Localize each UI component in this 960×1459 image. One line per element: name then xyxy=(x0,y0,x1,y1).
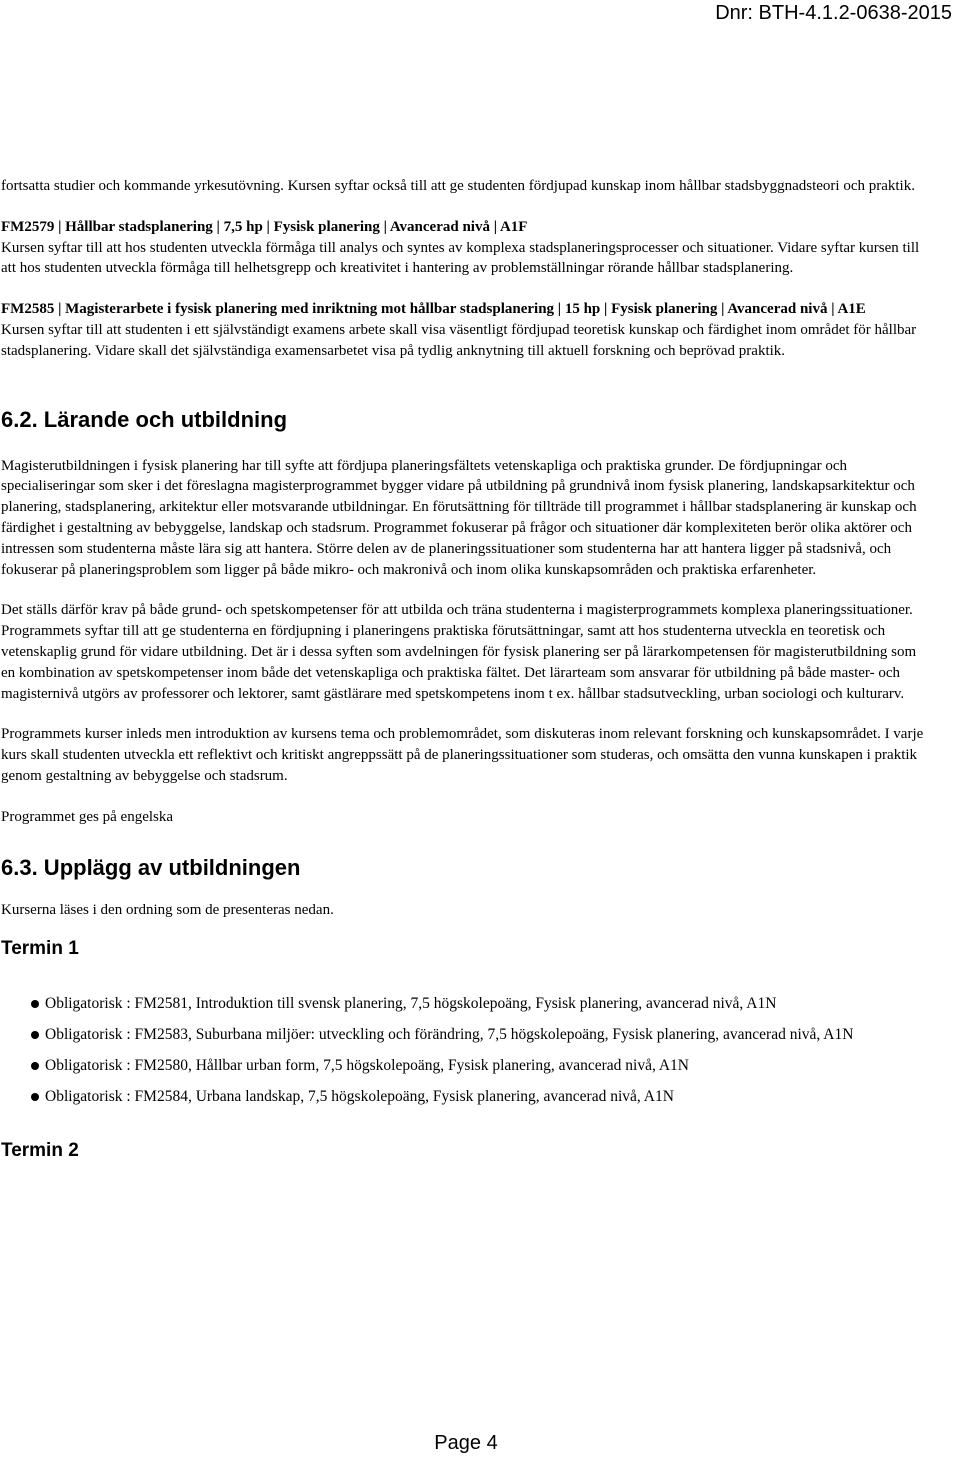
term-1-course-list xyxy=(1,988,933,1112)
term-heading-2: Termin 2 xyxy=(1,1140,79,1162)
course-heading: FM2585 | Magisterarbete i fysisk planering med inriktning mot hållbar stadsplanering | 15 hp | Fysisk planering | Avancerad nivå | A1E xyxy=(1,301,866,318)
course-entry: Obligatorisk : FM2581, Introduktion till svensk planering, 7,5 högskolepoäng, Fysisk planering, avancerad nivå, A1N xyxy=(45,995,777,1013)
section-paragraph: Programmets kurser inleds men introduktion av kursens tema och problemområdet, som diskuteras inom relevant forskning och kunskapsområdet. I varje kurs skall studenten utveckla ett reflektivt och kritiskt angreppssätt på de planeringssituationer som studeras, och omsätta den vunna kunskapen i praktik genom gestaltning av bebyggelse och stadsrum. xyxy=(1,726,924,784)
course-text: Kursen syftar till att hos studenten utveckla förmåga till analys och syntes av komplexa stadsplaneringsprocesser och situationer. Vidare syftar kursen till att hos studenten utveckla förmåga till helhetsgrepp och kreativitet i hantering av problemställningar rörande hållbar stadsplanering. xyxy=(1,239,920,277)
document-number: Dnr: BTH-4.1.2-0638-2015 xyxy=(715,2,952,24)
intro-fragment: fortsatta studier och kommande yrkesutövning. Kursen syftar också till att ge studenten fördjupad kunskap inom hållbar stadsbyggnadsteori och praktik. xyxy=(1,178,915,194)
course-description-fm2585 xyxy=(1,299,933,361)
course-description-fm2579 xyxy=(1,217,933,279)
list-item xyxy=(1,1081,933,1112)
bullet-icon xyxy=(31,1031,39,1039)
section-paragraph: Det ställs därför krav på både grund- och spetskompetenser för att utbilda och träna studenterna i magisterprogrammets komplexa planeringssituationer. Programmets syftar till att ge studenterna en fördjupning i planeringens praktiska förutsättningar, samt att hos studenterna utveckla en teoretisk och vetenskaplig grund för vidare utbildning. Det är i dessa syften som avdelningen för fysisk planering ser på lärarkompetensen för magisterutbildning som en kombination av spetskompetenser inom både det vetenskapliga och praktiska fältet. Det lärarteam som ansvarar för utbildning på både master- och magisternivå utgörs av professorer och lektorer, samt gästlärare med spetskompetens inom t ex. hållbar stadsutveckling, urban sociologi och kulturarv. xyxy=(1,602,917,702)
course-entry: Obligatorisk : FM2584, Urbana landskap, 7,5 högskolepoäng, Fysisk planering, avancerad nivå, A1N xyxy=(45,1088,674,1106)
section-heading-6-2: 6.2. Lärande och utbildning xyxy=(1,406,288,432)
section-heading-6-3: 6.3. Upplägg av utbildningen xyxy=(1,854,301,880)
section-paragraph: Programmet ges på engelska xyxy=(1,808,174,825)
page-content xyxy=(1,176,933,1164)
section-intro: Kurserna läses i den ordning som de presenteras nedan. xyxy=(1,901,334,918)
course-entry: Obligatorisk : FM2580, Hållbar urban form, 7,5 högskolepoäng, Fysisk planering, avancerad nivå, A1N xyxy=(45,1057,689,1075)
section-paragraph: Magisterutbildningen i fysisk planering har till syfte att fördjupa planeringsfältets vetenskapliga och praktiska grunder. De fördjupningar och specialiseringar som sker i det föreslagna magisterprogrammet bygger vidare på utbildning på grundnivå inom fysisk planering, landskapsarkitektur och planering, stadsplanering, arkitektur eller motsvarande utbildningar. En förutsättning för tillträde till programmet i hållbar stadsplanering är kunskap och färdighet i gestaltning av bebyggelse, landskap och stadsrum. Programmet fokuserar på frågor och situationer där komplexiteten berör olika aktörer och intressen som studenterna måste lära sig att hantera. Större delen av de planeringssituationer som studenterna har att hantera ligger på stadsnivå, och fokuserar på planeringsproblem som ligger på både mikro- och makronivå och inom olika kunskapsområden och praktiska erfarenheter. xyxy=(1,457,917,578)
list-item xyxy=(1,1050,933,1081)
term-heading-1: Termin 1 xyxy=(1,938,79,960)
bullet-icon xyxy=(31,1000,39,1008)
list-item xyxy=(1,988,933,1019)
bullet-icon xyxy=(31,1093,39,1101)
course-heading: FM2579 | Hållbar stadsplanering | 7,5 hp | Fysisk planering | Avancerad nivå | A1F xyxy=(1,218,528,235)
course-entry: Obligatorisk : FM2583, Suburbana miljöer: utveckling och förändring, 7,5 högskolepoäng, Fysisk planering, avancerad nivå, A1N xyxy=(45,1026,854,1044)
course-text: Kursen syftar till att studenten i ett självständigt examens arbete skall visa väsentligt fördjupad teoretisk kunskap och färdighet inom området för hållbar stadsplanering. Vidare skall det självständiga examensarbetet visa på tydlig anknytning till aktuell forskning och beprövad praktik. xyxy=(1,321,917,359)
page-number: Page 4 xyxy=(434,1432,498,1454)
list-item xyxy=(1,1019,933,1050)
bullet-icon xyxy=(31,1062,39,1070)
